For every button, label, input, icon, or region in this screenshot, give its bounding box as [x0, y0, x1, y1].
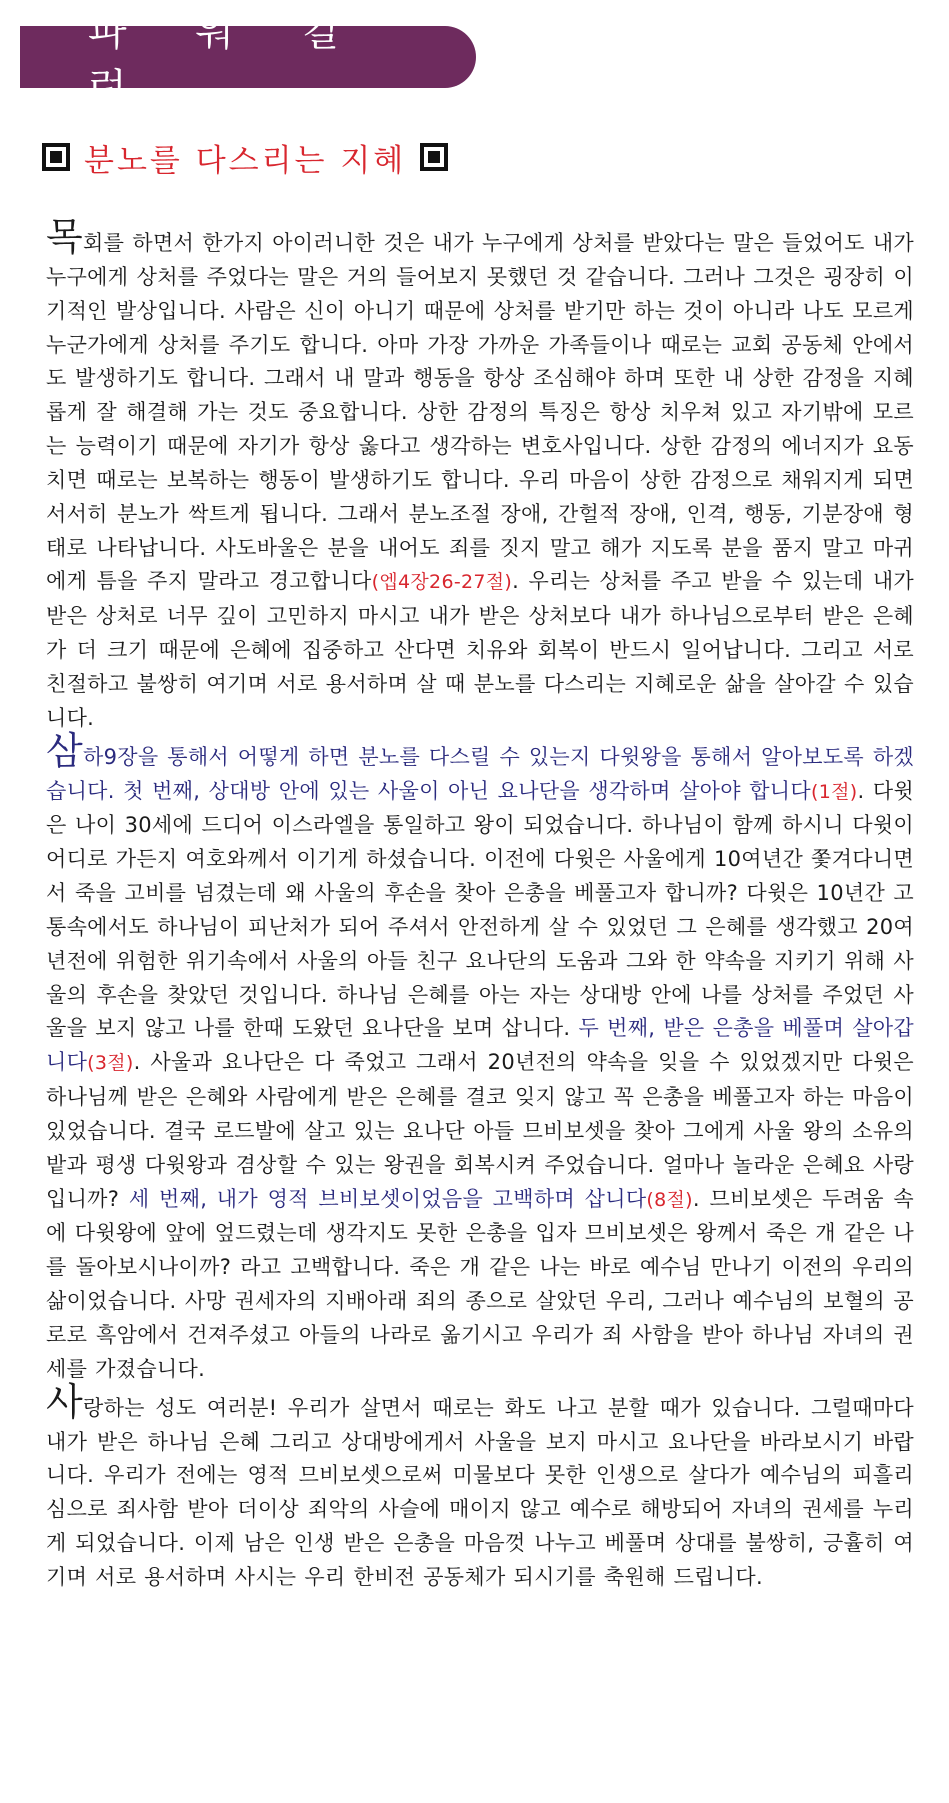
paragraph-1 [46, 215, 914, 736]
article-heading [42, 134, 448, 180]
body-text: . 사울과 요나단은 다 죽었고 그래서 20년전의 약속을 잊을 수 있었겠지만 다윗은 하나님께 받은 은혜와 사람에게 받은 은혜를 결코 잊지 않고 꼭 은총을 베풀고자 하는 마음이 있었습니다. 결국 로드발에 살고 있는 요나단 아들 므비보셋을 찾아 그에게 사울 왕의 소유의 밭과 평생 다윗왕과 겸상할 수 있는 왕권을 회복시켜 주었습니다. 얼마나 놀라운 은혜요 사랑입니까? [46, 1050, 914, 1211]
scripture-reference: (3절) [87, 1052, 134, 1075]
square-bullet-icon [42, 143, 70, 171]
article-title: 분노를 다스리는 지혜 [84, 142, 407, 179]
emphasis-text: 두 번째, 받은 은총을 베풀며 살아갑니다 [46, 1016, 914, 1075]
paragraph-2 [46, 728, 914, 1387]
article-body [46, 215, 914, 1595]
body-text: 회를 하면서 한가지 아이러니한 것은 내가 누구에게 상처를 받았다는 말은 들었어도 내가 누구에게 상처를 주었다는 말은 거의 들어보지 못했던 것 같습니다. 그러나 그것은 굉장히 이기적인 발상입니다. 사람은 신이 아니기 때문에 상처를 받기만 하는 것이 아니라 나도 모르게 누군가에게 상처를 주기도 합니다. 아마 가장 가까운 가족들이나 때로는 교회 공동체 안에서도 발생하기도 합니다. 그래서 내 말과 행동을 항상 조심해야 하며 또한 내 상한 감정을 지혜롭게 잘 해결해 가는 것도 중요합니다. 상한 감정의 특징은 항상 치우쳐 있고 자기밖에 모르는 능력이기 때문에 자기가 항상 옳다고 생각하는 변호사입니다. 상한 감정의 에너지가 요동치면 때로는 보복하는 행동이 발생하기도 합니다. 우리 마음이 상한 감정으로 채워지게 되면 서서히 분노가 싹트게 됩니다. 그래서 분노조절 장애, 간헐적 장애, 인격, 행동, 기분장애 형태로 나타납니다. 사도바울은 분을 내어도 죄를 짓지 말고 해가 지도록 분을 품지 말고 마귀에게 틈을 주지 말라고 경고합니다 [46, 231, 914, 594]
column-banner [20, 9, 476, 112]
square-bullet-icon [420, 143, 448, 171]
body-text: . 므비보셋은 두려움 속에 다윗왕에 앞에 엎드렸는데 생각지도 못한 은총을 입자 므비보셋은 왕께서 죽은 개 같은 나를 돌아보시나이까? 라고 고백합니다. 죽은 개 같은 나는 바로 예수님 만나기 이전의 우리의 삶이었습니다. 사망 권세자의 지배아래 죄의 종으로 살았던 우리, 그러나 예수님의 보혈의 공로로 흑암에서 건져주셨고 아들의 나라로 옮기시고 우리가 죄 사함을 받아 하나님 자녀의 권세를 가졌습니다. [46, 1186, 914, 1381]
emphasis-text: 하9장을 통해서 어떻게 하면 분노를 다스릴 수 있는지 다윗왕을 통해서 알아보도록 하겠습니다. 첫 번째, 상대방 안에 있는 사울이 아닌 요나단을 생각하며 살아야 합니다 [46, 744, 914, 803]
body-text: . 다윗은 나이 30세에 드디어 이스라엘을 통일하고 왕이 되었습니다. 하나님이 함께 하시니 다윗이 어디로 가든지 여호와께서 이기게 하셨습니다. 이전에 다윗은 사울에게 10여년간 쫓겨다니면서 죽을 고비를 넘겼는데 왜 사울의 후손을 찾아 은총을 베풀고자 합니까? 다윗은 10년간 고통속에서도 하나님이 피난처가 되어 주셔서 안전하게 살 수 있었던 그 은혜를 생각했고 20여년전에 위험한 위기속에서 사울의 아들 친구 요나단의 도움과 그와 한 약속을 지키기 위해 사울의 후손을 찾았던 것입니다. 하나님 은혜를 아는 자는 상대방 안에 나를 상처를 주었던 사울을 보지 않고 나를 한때 도왔던 요나단을 보며 삽니다. [46, 778, 914, 1041]
banner-title: 파 워 칼 럼 [88, 9, 370, 112]
body-text: . 우리는 상처를 주고 받을 수 있는데 내가 받은 상처로 너무 깊이 고민하지 마시고 내가 받은 상처보다 내가 하나님으로부터 받은 은혜가 더 크기 때문에 은혜에 집중하고 산다면 치유와 회복이 반드시 일어납니다. 그리고 서로 친절하고 불쌍히 여기며 서로 용서하며 살 때 분노를 다스리는 지혜로운 삶을 살아갈 수 있습니다. [46, 569, 914, 730]
body-text: 랑하는 성도 여러분! 우리가 살면서 때로는 화도 나고 분할 때가 있습니다. 그럴때마다 내가 받은 하나님 은혜 그리고 상대방에게서 사울을 보지 마시고 요나단을 바라보시기 바랍니다. 우리가 전에는 영적 므비보셋으로써 미물보다 못한 인생으로 살다가 예수님의 피흘리심으로 죄사함 받아 더이상 죄악의 사슬에 매이지 않고 예수로 해방되어 자녀의 권세를 누리게 되었습니다. 이제 남은 인생 받은 은총을 마음껏 나누고 베풀며 상대를 불쌍히, 긍휼히 여기며 서로 용서하며 사시는 우리 한비전 공동체가 되시기를 축원해 드립니다. [46, 1395, 914, 1589]
dropcap: 삼 [46, 728, 84, 773]
scripture-reference: (1절) [810, 780, 858, 803]
dropcap: 사 [46, 1379, 84, 1424]
scripture-reference: (엡4장26-27절) [371, 571, 513, 594]
scripture-reference: (8절) [646, 1188, 693, 1211]
paragraph-3 [46, 1379, 914, 1595]
dropcap: 목 [46, 215, 84, 259]
emphasis-text: 세 번째, 내가 영적 브비보셋이었음을 고백하며 삽니다 [128, 1186, 647, 1211]
